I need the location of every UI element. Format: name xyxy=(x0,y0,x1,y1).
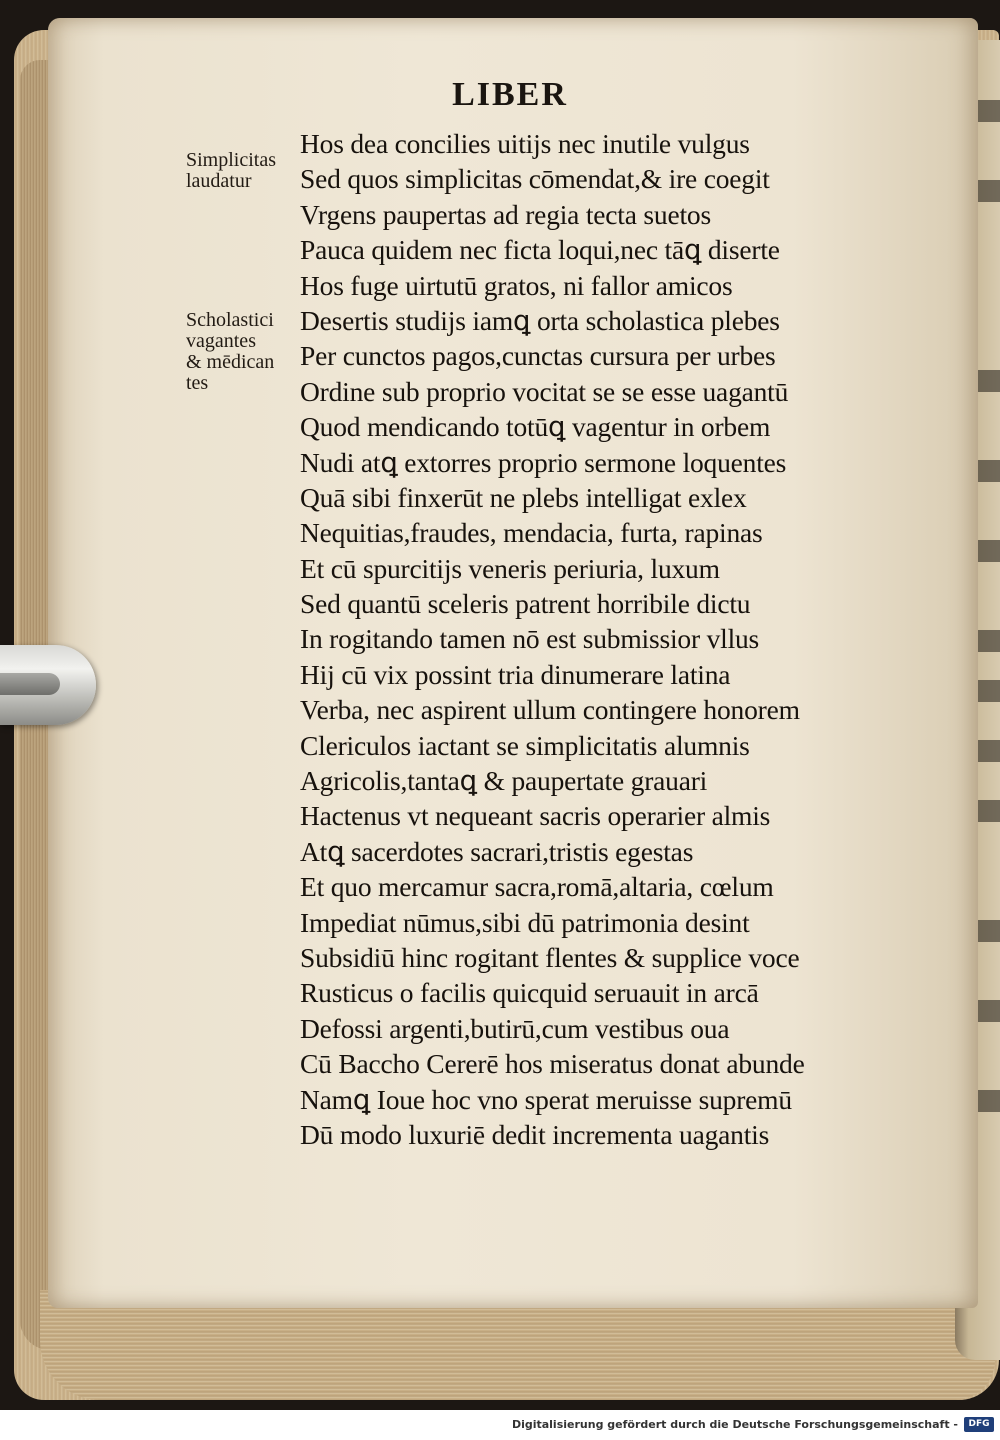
verse-line: Nudi atꝗ extorres proprio sermone loquentes xyxy=(300,446,787,478)
verse-line: Et cū spurcitĳs veneris periuria, luxum xyxy=(300,552,720,584)
margin-gloss-scholastici xyxy=(186,310,298,394)
verse-line: Verba, nec aspirent ullum contingere honorem xyxy=(300,694,800,726)
verse-line: Desertis studĳs iamꝗ orta scholastica plebes xyxy=(300,304,780,336)
verse-line: Rusticus o facilis quicquid seruauit in arcā xyxy=(300,977,759,1009)
gloss-line: laudatur xyxy=(186,170,252,192)
gloss-line: vagantes xyxy=(186,330,256,352)
verse-line: Agricolis,tantaꝗ & paupertate grauari xyxy=(300,765,708,797)
verse-line: Namꝗ Ioue hoc vno sperat meruisse supremū xyxy=(300,1083,792,1115)
verse-line: Pauca quidem nec ficta loqui,nec tāꝗ diserte xyxy=(300,234,780,266)
verse-line: Hos dea concilies uitĳs nec inutile vulgus xyxy=(300,128,750,159)
margin-gloss-simplicitas xyxy=(186,150,298,192)
page-clip xyxy=(0,645,96,725)
verse-line: Hĳ cū vix possint tria dinumerare latina xyxy=(300,658,731,690)
running-head: LIBER xyxy=(452,76,568,113)
verse-line: Nequitias,fraudes, mendacia, furta, rapinas xyxy=(300,517,763,549)
gloss-line: Simplicitas xyxy=(186,149,276,171)
verse-line: Defossi argenti,butirū,cum vestibus oua xyxy=(300,1012,730,1044)
verse-line: Quod mendicando totūꝗ vagentur in orbem xyxy=(300,411,771,443)
verse-line: Atꝗ sacerdotes sacrari,tristis egestas xyxy=(300,835,694,867)
verse-line: Per cunctos pagos,cunctas cursura per urbes xyxy=(300,340,776,372)
verse-line: Hactenus vt nequeant sacris operarier almis xyxy=(300,800,771,832)
footer-bar xyxy=(0,1410,1000,1440)
gloss-line: & mēdican xyxy=(186,351,275,373)
verse-line: Subsidiū hinc rogitant flentes & supplice voce xyxy=(300,941,800,973)
verse-line: Ordine sub proprio vocitat se se esse uagantū xyxy=(300,375,789,407)
gloss-line: Scholastici xyxy=(186,309,274,331)
verse-line: Et quo mercamur sacra,romā,altaria, cœlum xyxy=(300,871,774,903)
verse-line: Clericulos iactant se simplicitatis alumnis xyxy=(300,729,750,761)
verse-line: Impediat nūmus,sibi dū patrimonia desint xyxy=(300,906,750,938)
verse-block xyxy=(300,126,890,1152)
verse-line: Sed quantū sceleris patrent horribile dictu xyxy=(300,588,751,620)
verse-line: In rogitando tamen nō est submissior vllus xyxy=(300,623,760,655)
dfg-logo-icon: DFG xyxy=(964,1417,994,1432)
verse-line: Quā sibi finxerūt ne plebs intelligat exlex xyxy=(300,481,747,513)
gloss-line: tes xyxy=(186,372,209,394)
verse-line: Dū modo luxuriē dedit incrementa uagantis xyxy=(300,1118,770,1150)
verse-line: Sed quos simplicitas cōmendat,& ire coegit xyxy=(300,163,770,195)
funding-credit: Digitalisierung gefördert durch die Deutsche Forschungsgemeinschaft - xyxy=(511,1418,958,1431)
verse-line: Vrgens paupertas ad regia tecta suetos xyxy=(300,198,711,230)
verse-line: Cū Baccho Cererē hos miseratus donat abunde xyxy=(300,1048,805,1080)
verse-line: Hos fuge uirtutū gratos, ni fallor amicos xyxy=(300,269,733,301)
